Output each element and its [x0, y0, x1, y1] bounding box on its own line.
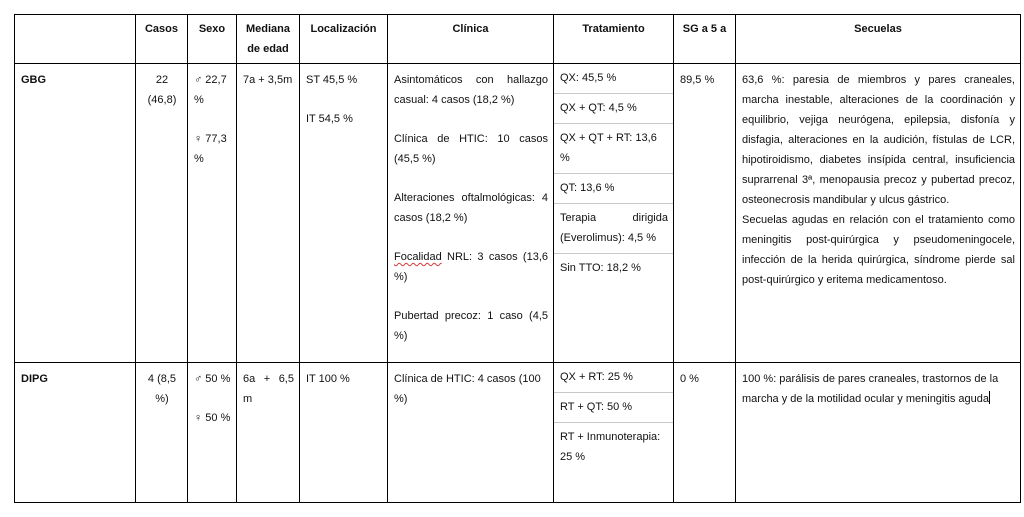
clinica-dipg — [388, 363, 554, 503]
tratamiento-item: QX: 45,5 % — [554, 64, 673, 94]
localizacion-dipg — [300, 363, 388, 503]
header-row — [15, 15, 1021, 64]
clinica-item: Asintomáticos con hallazgo casual: 4 casos (18,2 %) — [394, 74, 548, 106]
tratamiento-item: QX + QT: 4,5 % — [554, 94, 673, 124]
sexo-dipg — [188, 363, 237, 503]
clinica-item: Pubertad precoz: 1 caso (4,5 %) — [394, 310, 548, 342]
mediana-gbg — [237, 64, 300, 363]
casos-gbg — [136, 64, 188, 363]
tratamiento-dipg — [554, 363, 674, 503]
header-sexo: Sexo — [188, 15, 237, 64]
clinica-item-focalidad — [394, 247, 548, 287]
tratamiento-item: QX + QT + RT: 13,6 % — [554, 124, 673, 174]
table-row-gbg — [15, 64, 1021, 363]
header-sg: SG a 5 a — [674, 15, 736, 64]
casos-dipg — [136, 363, 188, 503]
header-casos: Casos — [136, 15, 188, 64]
localizacion-gbg — [300, 64, 388, 363]
sg-dipg — [674, 363, 736, 503]
secuelas-text[interactable]: 100 %: parálisis de pares craneales, trastornos de la marcha y de la motilidad ocular y meningitis aguda — [742, 373, 999, 405]
sg-value: 89,5 % — [680, 74, 715, 86]
clinica-item: Clínica de HTIC: 4 casos (100 %) — [394, 373, 541, 405]
secuelas-gbg — [736, 64, 1021, 363]
sg-gbg — [674, 64, 736, 363]
row-label-text: DIPG — [21, 373, 48, 385]
row-label-text: GBG — [21, 74, 47, 86]
mediana-dipg — [237, 363, 300, 503]
row-label-dipg — [15, 363, 136, 503]
header-secuelas: Secuelas — [736, 15, 1021, 64]
casos-value: 22 (46,8) — [147, 74, 177, 106]
secuelas-cronicas: 63,6 %: paresia de miembros y pares craneales, marcha inestable, alteraciones de la coordinación y equilibrio, vejiga neurógena, epilepsia, disfonía y disfagia, alteraciones en la audición, fístulas de LCR, hipotiroidismo, diabetes insípida central, insuficiencia suprarrenal 3ª, menopausia precoz y pubertad precoz, osteonecrosis mandibular y ulcus gástrico. — [742, 74, 1015, 206]
tratamiento-item: QX + RT: 25 % — [554, 363, 673, 393]
header-localizacion: Localización — [300, 15, 388, 64]
sexo-gbg — [188, 64, 237, 363]
table-row-dipg — [15, 363, 1021, 503]
header-clinica: Clínica — [388, 15, 554, 64]
clinica-item: Clínica de HTIC: 10 casos (45,5 %) — [394, 133, 548, 165]
sexo-male: ♂ 50 % — [194, 373, 231, 385]
sg-value: 0 % — [680, 373, 699, 385]
text-cursor — [989, 391, 990, 404]
localizacion-st: ST 45,5 % — [306, 74, 358, 86]
tratamiento-item: RT + Inmunoterapia: 25 % — [560, 431, 661, 463]
localizacion-it: IT 54,5 % — [306, 113, 353, 125]
results-table — [14, 14, 1021, 503]
header-mediana: Mediana de edad — [237, 15, 300, 64]
clinica-item: Alteraciones oftalmológicas: 4 casos (18,2 %) — [394, 192, 548, 224]
tratamiento-gbg — [554, 64, 674, 363]
casos-value: 4 (8,5 %) — [147, 373, 177, 405]
localizacion-it: IT 100 % — [306, 373, 350, 385]
clinica-focalidad-rest: NRL: 3 casos (13,6 %) — [394, 251, 548, 283]
clinica-focalidad-word: Focalidad — [394, 251, 442, 263]
header-blank — [15, 15, 136, 64]
sexo-female: ♀ 50 % — [194, 412, 231, 424]
row-label-gbg — [15, 64, 136, 363]
header-tratamiento: Tratamiento — [554, 15, 674, 64]
mediana-value: 6a + 6,5 m — [243, 373, 294, 405]
secuelas-dipg — [736, 363, 1021, 503]
tratamiento-item: Sin TTO: 18,2 % — [560, 262, 641, 274]
sexo-female: ♀ 77,3 % — [194, 133, 227, 165]
tratamiento-item: RT + QT: 50 % — [554, 393, 673, 423]
mediana-value: 7a + 3,5m — [243, 74, 293, 86]
tratamiento-item: Terapia dirigida (Everolimus): 4,5 % — [554, 204, 673, 254]
clinica-gbg — [388, 64, 554, 363]
sexo-male: ♂ 22,7 % — [194, 74, 227, 106]
tratamiento-item: QT: 13,6 % — [554, 174, 673, 204]
secuelas-agudas: Secuelas agudas en relación con el tratamiento como meningitis post-quirúrgica y pseudomeningocele, infección de la herida quirúrgica, síndrome pierde sal post-quirúrgico y eritema medicamentoso. — [742, 214, 1015, 286]
